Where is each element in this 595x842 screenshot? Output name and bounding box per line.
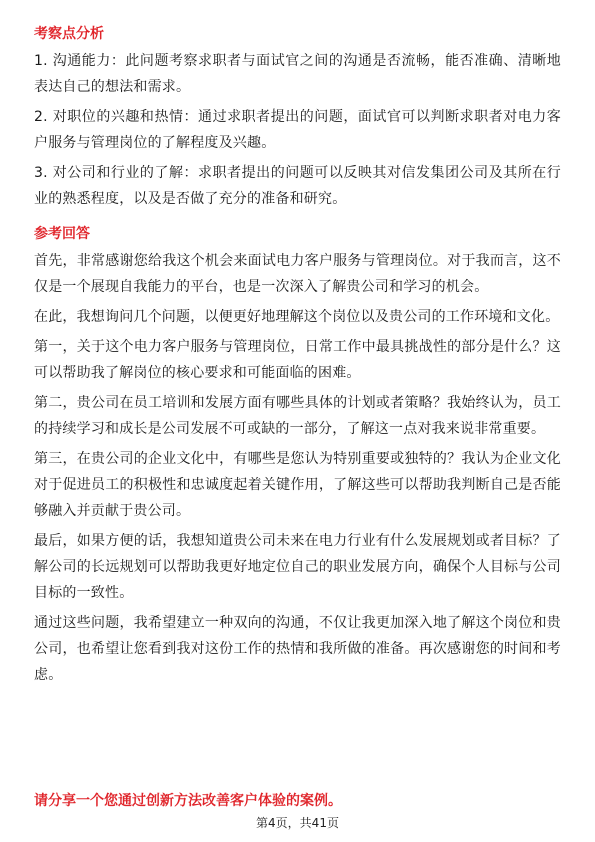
- answer-paragraph: 第一，关于这个电力客户服务与管理岗位，日常工作中最具挑战性的部分是什么？这可以帮助我了解岗位的核心要求和可能面临的困难。: [34, 339, 561, 381]
- document-page: [34, 22, 561, 692]
- answer-paragraph: 在此，我想询问几个问题，以便更好地理解这个岗位以及贵公司的工作环境和文化。: [34, 309, 560, 325]
- answer-paragraph: 最后，如果方便的话，我想知道贵公司未来在电力行业有什么发展规划或者目标？了解公司的长远规划可以帮助我更好地定位自己的职业发展方向，确保个人目标与公司目标的一致性。: [34, 533, 561, 601]
- answer-paragraph: 通过这些问题，我希望建立一种双向的沟通，不仅让我更加深入地了解这个岗位和贵公司，也希望让您看到我对这份工作的热情和我所做的准备。再次感谢您的时间和考虑。: [34, 615, 561, 683]
- analysis-item: 2. 对职位的兴趣和热情：通过求职者提出的问题，面试官可以判断求职者对电力客户服务与管理岗位的了解程度及兴趣。: [34, 109, 561, 151]
- answer-paragraph: 第二，贵公司在员工培训和发展方面有哪些具体的计划或者策略？我始终认为，员工的持续学习和成长是公司发展不可或缺的一部分，了解这一点对我来说非常重要。: [34, 395, 561, 437]
- analysis-item: 3. 对公司和行业的了解：求职者提出的问题可以反映其对信发集团公司及其所在行业的熟悉程度，以及是否做了充分的准备和研究。: [34, 165, 561, 207]
- answer-paragraph: 首先，非常感谢您给我这个机会来面试电力客户服务与管理岗位。对于我而言，这不仅是一个展现自我能力的平台，也是一次深入了解贵公司和学习的机会。: [34, 253, 561, 295]
- answer-heading: 参考回答: [34, 226, 90, 242]
- analysis-item: 1. 沟通能力：此问题考察求职者与面试官之间的沟通是否流畅，能否准确、清晰地表达自己的想法和需求。: [34, 53, 561, 95]
- answer-paragraph: 第三，在贵公司的企业文化中，有哪些是您认为特别重要或独特的？我认为企业文化对于促进员工的积极性和忠诚度起着关键作用，了解这些可以帮助我判断自己是否能够融入并贡献于贵公司。: [34, 451, 561, 519]
- analysis-heading: 考察点分析: [34, 26, 104, 42]
- next-question-heading: 请分享一个您通过创新方法改善客户体验的案例。: [34, 793, 342, 809]
- page-number: 第4页，共41页: [256, 816, 339, 830]
